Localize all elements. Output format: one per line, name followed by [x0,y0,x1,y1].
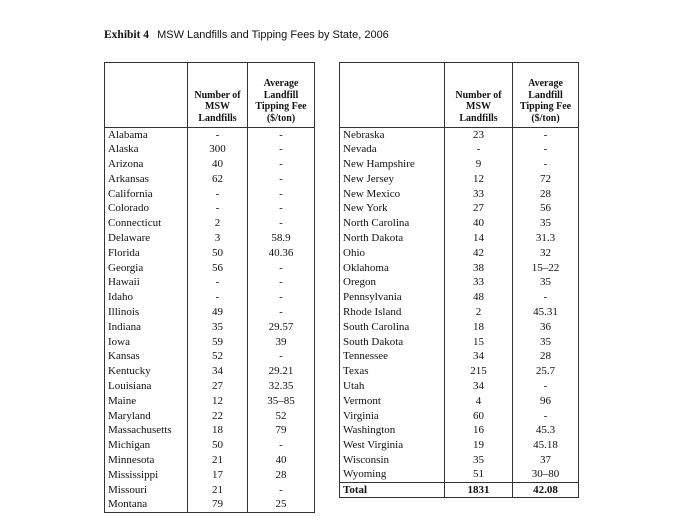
tipping-fee-cell: 25 [248,497,315,512]
state-cell: Kentucky [105,364,188,379]
landfill-count-cell: 27 [445,201,513,216]
table-row [340,275,579,290]
tipping-fee-cell: 45.3 [513,423,579,438]
table-row [105,468,315,483]
landfill-count-cell: 16 [445,423,513,438]
table-row [105,438,315,453]
landfill-count-cell: 62 [188,172,248,187]
table-row [340,201,579,216]
landfill-count-cell: 12 [188,394,248,409]
tipping-fee-cell: 29.57 [248,320,315,335]
table-row [105,142,315,157]
landfill-count-cell: 18 [188,423,248,438]
landfill-count-cell: 23 [445,128,513,143]
table-row [105,423,315,438]
tipping-fee-cell: 28 [248,468,315,483]
state-cell: Michigan [105,438,188,453]
table-row [105,246,315,261]
state-cell: Arizona [105,157,188,172]
landfill-count-cell: 35 [188,320,248,335]
tipping-fee-cell: - [248,142,315,157]
state-cell: Hawaii [105,275,188,290]
landfill-count-cell: 2 [445,305,513,320]
state-cell: Tennessee [340,349,445,364]
state-cell: Florida [105,246,188,261]
state-cell: Oklahoma [340,261,445,276]
tipping-fee-cell: 15–22 [513,261,579,276]
table-row [340,246,579,261]
state-cell: Utah [340,379,445,394]
landfill-count-cell: 19 [445,438,513,453]
table-row [105,157,315,172]
landfill-count-cell: 12 [445,172,513,187]
table-row [340,128,579,143]
landfill-count-cell: 51 [445,468,513,483]
state-column-header [105,63,188,128]
tipping-fee-cell: 32.35 [248,379,315,394]
state-cell: Oregon [340,275,445,290]
table-row [105,187,315,202]
total-label-cell: Total [340,483,445,498]
table-row [340,438,579,453]
tipping-fee-cell: - [513,409,579,424]
state-cell: Wisconsin [340,453,445,468]
tipping-fee-cell: 58.9 [248,231,315,246]
tipping-fee-cell: - [513,142,579,157]
tipping-fee-cell: 35 [513,335,579,350]
state-cell: Connecticut [105,216,188,231]
tipping-fee-cell: - [248,483,315,498]
tipping-fee-cell: 56 [513,201,579,216]
tipping-fee-cell: - [248,187,315,202]
table-row [105,275,315,290]
tipping-fee-cell: - [248,290,315,305]
landfill-count-cell: - [188,275,248,290]
total-landfills-cell: 1831 [445,483,513,498]
tipping-fee-cell: - [248,261,315,276]
state-cell: Nebraska [340,128,445,143]
landfill-count-cell: - [188,128,248,143]
table-row [105,409,315,424]
tipping-fee-cell: 40.36 [248,246,315,261]
table-row [340,423,579,438]
table-row [340,409,579,424]
state-cell: Arkansas [105,172,188,187]
table-row [340,394,579,409]
landfill-count-cell: 27 [188,379,248,394]
table-row [340,172,579,187]
state-cell: Idaho [105,290,188,305]
state-cell: Rhode Island [340,305,445,320]
table-row [105,335,315,350]
table-row [105,172,315,187]
total-row [340,483,579,498]
table-row [105,201,315,216]
landfill-count-cell: 34 [445,379,513,394]
landfill-count-cell: - [188,290,248,305]
state-cell: Delaware [105,231,188,246]
tipping-fee-cell: - [248,201,315,216]
state-cell: Illinois [105,305,188,320]
table-row [340,364,579,379]
table-row [340,216,579,231]
state-cell: California [105,187,188,202]
state-cell: Mississippi [105,468,188,483]
landfill-count-cell: 33 [445,275,513,290]
tipping-fee-cell: - [513,379,579,394]
tipping-fee-cell: - [248,349,315,364]
tipping-fee-cell: 72 [513,172,579,187]
state-cell: Wyoming [340,468,445,483]
table-row [105,128,315,143]
tipping-fee-cell: 39 [248,335,315,350]
table-row [340,453,579,468]
state-cell: Texas [340,364,445,379]
state-cell: New Hampshire [340,157,445,172]
state-cell: North Carolina [340,216,445,231]
table-row [340,349,579,364]
landfill-count-cell: 50 [188,246,248,261]
landfill-count-cell: 49 [188,305,248,320]
landfill-count-cell: 21 [188,483,248,498]
state-cell: Kansas [105,349,188,364]
tipping-fee-cell: - [248,172,315,187]
landfill-count-cell: - [188,187,248,202]
tipping-fee-cell: 45.31 [513,305,579,320]
tipping-fee-cell: - [248,438,315,453]
landfill-count-cell: 56 [188,261,248,276]
tipping-fee-cell: 36 [513,320,579,335]
table-row [340,231,579,246]
state-cell: Louisiana [105,379,188,394]
table-row [340,261,579,276]
landfill-count-cell: 48 [445,290,513,305]
landfill-count-cell: 42 [445,246,513,261]
tipping-fee-cell: - [248,157,315,172]
table-row [105,497,315,512]
state-cell: West Virginia [340,438,445,453]
landfill-count-cell: 34 [445,349,513,364]
landfill-count-cell: 38 [445,261,513,276]
landfill-count-cell: 52 [188,349,248,364]
state-cell: North Dakota [340,231,445,246]
state-cell: Ohio [340,246,445,261]
table-row [105,379,315,394]
state-cell: New Mexico [340,187,445,202]
state-cell: Maine [105,394,188,409]
state-cell: Virginia [340,409,445,424]
landfill-count-cell: 18 [445,320,513,335]
landfill-count-cell: 3 [188,231,248,246]
state-cell: Alaska [105,142,188,157]
landfill-count-cell: 4 [445,394,513,409]
state-cell: South Carolina [340,320,445,335]
landfill-count-cell: 14 [445,231,513,246]
landfill-table-left [104,62,315,513]
table-header-row [340,63,579,128]
state-cell: New Jersey [340,172,445,187]
landfills-column-header: Number of MSW Landfills [445,63,513,128]
tipping-fee-cell: - [513,157,579,172]
landfill-count-cell: 2 [188,216,248,231]
state-cell: Pennsylvania [340,290,445,305]
landfill-count-cell: 15 [445,335,513,350]
tipping-fee-cell: 28 [513,349,579,364]
tipping-fee-cell: - [513,128,579,143]
tipping-fee-cell: 35 [513,275,579,290]
state-cell: Indiana [105,320,188,335]
tipping-fee-cell: - [513,290,579,305]
landfill-table-right [339,62,579,498]
tipping-fee-cell: - [248,216,315,231]
state-cell: Maryland [105,409,188,424]
table-row [105,349,315,364]
tipping-fee-cell: 45.18 [513,438,579,453]
table-row [105,394,315,409]
state-cell: Minnesota [105,453,188,468]
landfill-count-cell: 21 [188,453,248,468]
landfill-count-cell: - [445,142,513,157]
exhibit-caption [104,29,389,41]
tipping-fee-column-header: Average Landfill Tipping Fee ($/ton) [248,63,315,128]
landfill-count-cell: 50 [188,438,248,453]
table-row [340,305,579,320]
total-tipping-fee-cell: 42.08 [513,483,579,498]
tipping-fee-cell: 31.3 [513,231,579,246]
tipping-fee-cell: - [248,305,315,320]
state-cell: South Dakota [340,335,445,350]
table-row [105,320,315,335]
state-cell: Massachusetts [105,423,188,438]
landfill-count-cell: 33 [445,187,513,202]
table-row [340,379,579,394]
state-cell: Vermont [340,394,445,409]
exhibit-label: Exhibit 4 [104,29,150,41]
tipping-fee-column-header: Average Landfill Tipping Fee ($/ton) [513,63,579,128]
landfill-count-cell: 35 [445,453,513,468]
tipping-fee-cell: 25.7 [513,364,579,379]
landfill-count-cell: 17 [188,468,248,483]
tipping-fee-cell: 35 [513,216,579,231]
state-column-header [340,63,445,128]
table-row [105,453,315,468]
state-cell: Washington [340,423,445,438]
tipping-fee-cell: - [248,275,315,290]
table-row [105,364,315,379]
table-row [340,187,579,202]
tipping-fee-cell: 35–85 [248,394,315,409]
landfill-count-cell: 60 [445,409,513,424]
landfills-column-header: Number of MSW Landfills [188,63,248,128]
state-cell: Alabama [105,128,188,143]
state-cell: Colorado [105,201,188,216]
tipping-fee-cell: 28 [513,187,579,202]
tipping-fee-cell: 32 [513,246,579,261]
tipping-fee-cell: 96 [513,394,579,409]
tipping-fee-cell: - [248,128,315,143]
landfill-count-cell: 215 [445,364,513,379]
exhibit-title: MSW Landfills and Tipping Fees by State, 2006 [157,29,389,41]
tipping-fee-cell: 40 [248,453,315,468]
table-row [340,320,579,335]
tipping-fee-cell: 79 [248,423,315,438]
landfill-count-cell: 79 [188,497,248,512]
landfill-count-cell: 9 [445,157,513,172]
tipping-fee-cell: 37 [513,453,579,468]
landfill-count-cell: 40 [188,157,248,172]
table-header-row [105,63,315,128]
state-cell: Nevada [340,142,445,157]
table-row [340,468,579,483]
table-row [105,231,315,246]
landfill-count-cell: 59 [188,335,248,350]
landfill-count-cell: - [188,201,248,216]
state-cell: Georgia [105,261,188,276]
state-cell: Montana [105,497,188,512]
tipping-fee-cell: 30–80 [513,468,579,483]
table-row [340,335,579,350]
table-row [105,483,315,498]
table-row [105,261,315,276]
state-cell: New York [340,201,445,216]
table-row [340,157,579,172]
tipping-fee-cell: 52 [248,409,315,424]
table-row [105,216,315,231]
landfill-count-cell: 22 [188,409,248,424]
table-row [340,290,579,305]
landfill-count-cell: 40 [445,216,513,231]
landfill-count-cell: 300 [188,142,248,157]
state-cell: Iowa [105,335,188,350]
table-row [105,290,315,305]
state-cell: Missouri [105,483,188,498]
tipping-fee-cell: 29.21 [248,364,315,379]
landfill-count-cell: 34 [188,364,248,379]
table-row [340,142,579,157]
table-row [105,305,315,320]
